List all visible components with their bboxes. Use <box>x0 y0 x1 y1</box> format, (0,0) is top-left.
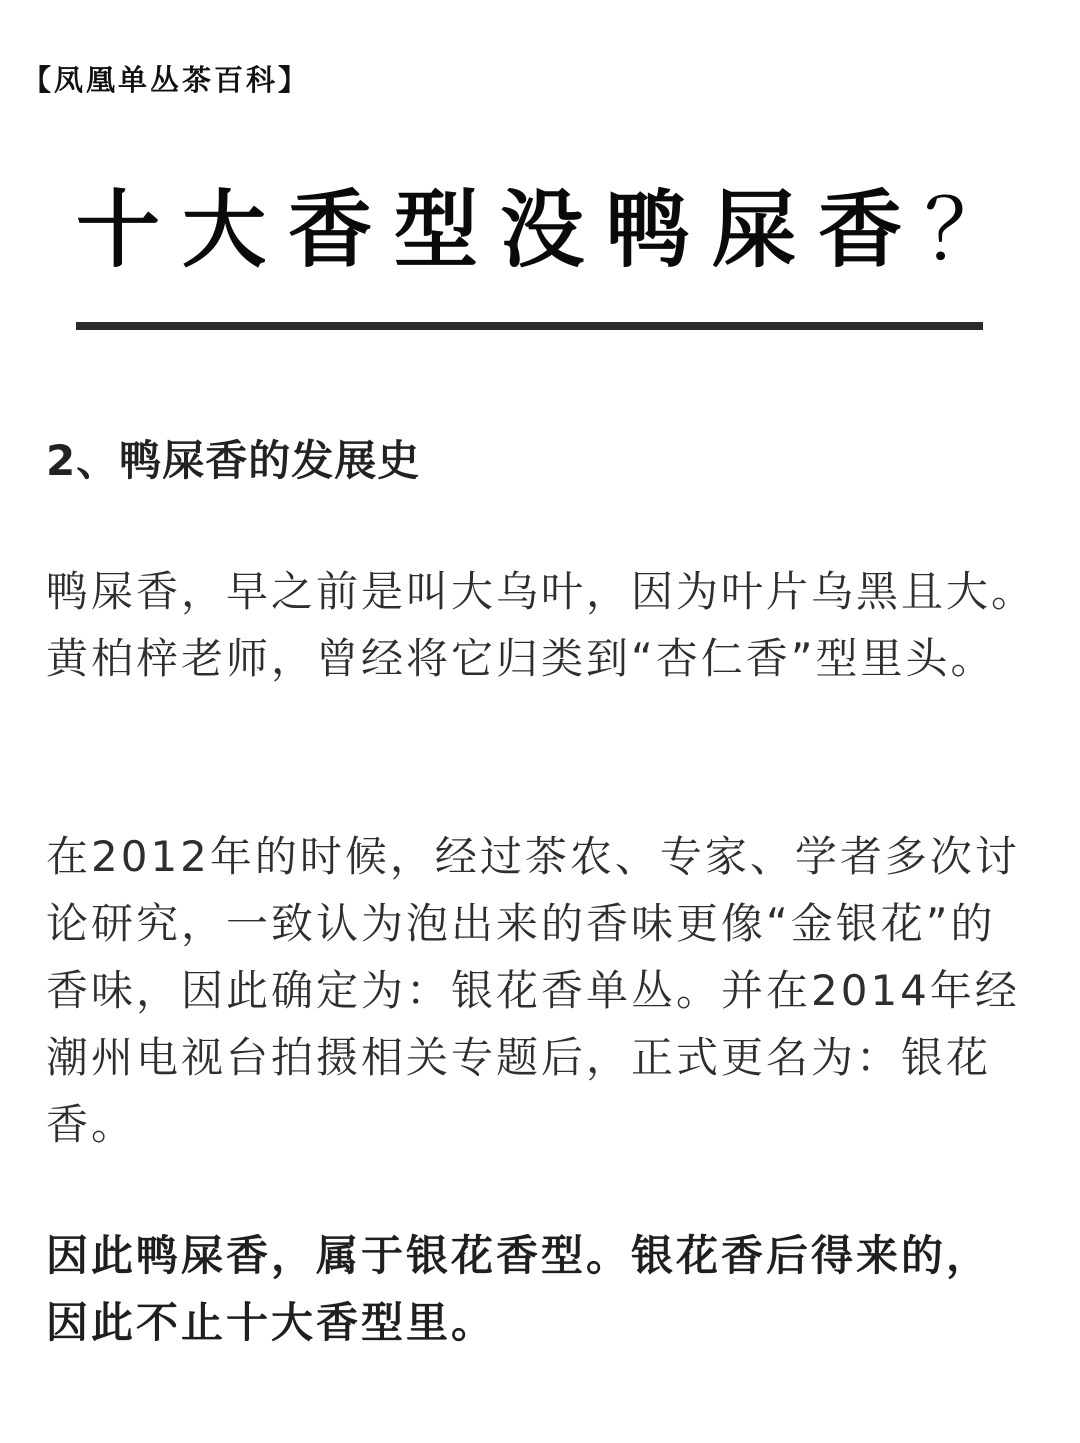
title-divider <box>76 322 983 330</box>
page-title-text: 十大香型没鸭屎香 <box>76 180 925 279</box>
page-title <box>76 180 1008 281</box>
paragraph-history-renaming: 在2012年的时候，经过茶农、专家、学者多次讨论研究，一致认为泡出来的香味更像“金银花”的香味，因此确定为：银花香单丛。并在2014年经潮州电视台拍摄相关专题后，正式更名为：银花香。 <box>46 832 1020 1149</box>
category-tag: 【凤凰单丛茶百科】 <box>22 63 311 97</box>
paragraph-history-origin: 鸭屎香，早之前是叫大乌叶，因为叶片乌黑且大。黄柏梓老师，曾经将它归类到“杏仁香”型里头。 <box>46 567 1037 683</box>
page-title-question-mark: ？ <box>924 181 1009 279</box>
section-heading: 2、鸭屎香的发展史 <box>46 436 421 485</box>
paragraph-conclusion: 因此鸭屎香，属于银花香型。银花香后得来的，因此不止十大香型里。 <box>46 1231 992 1347</box>
